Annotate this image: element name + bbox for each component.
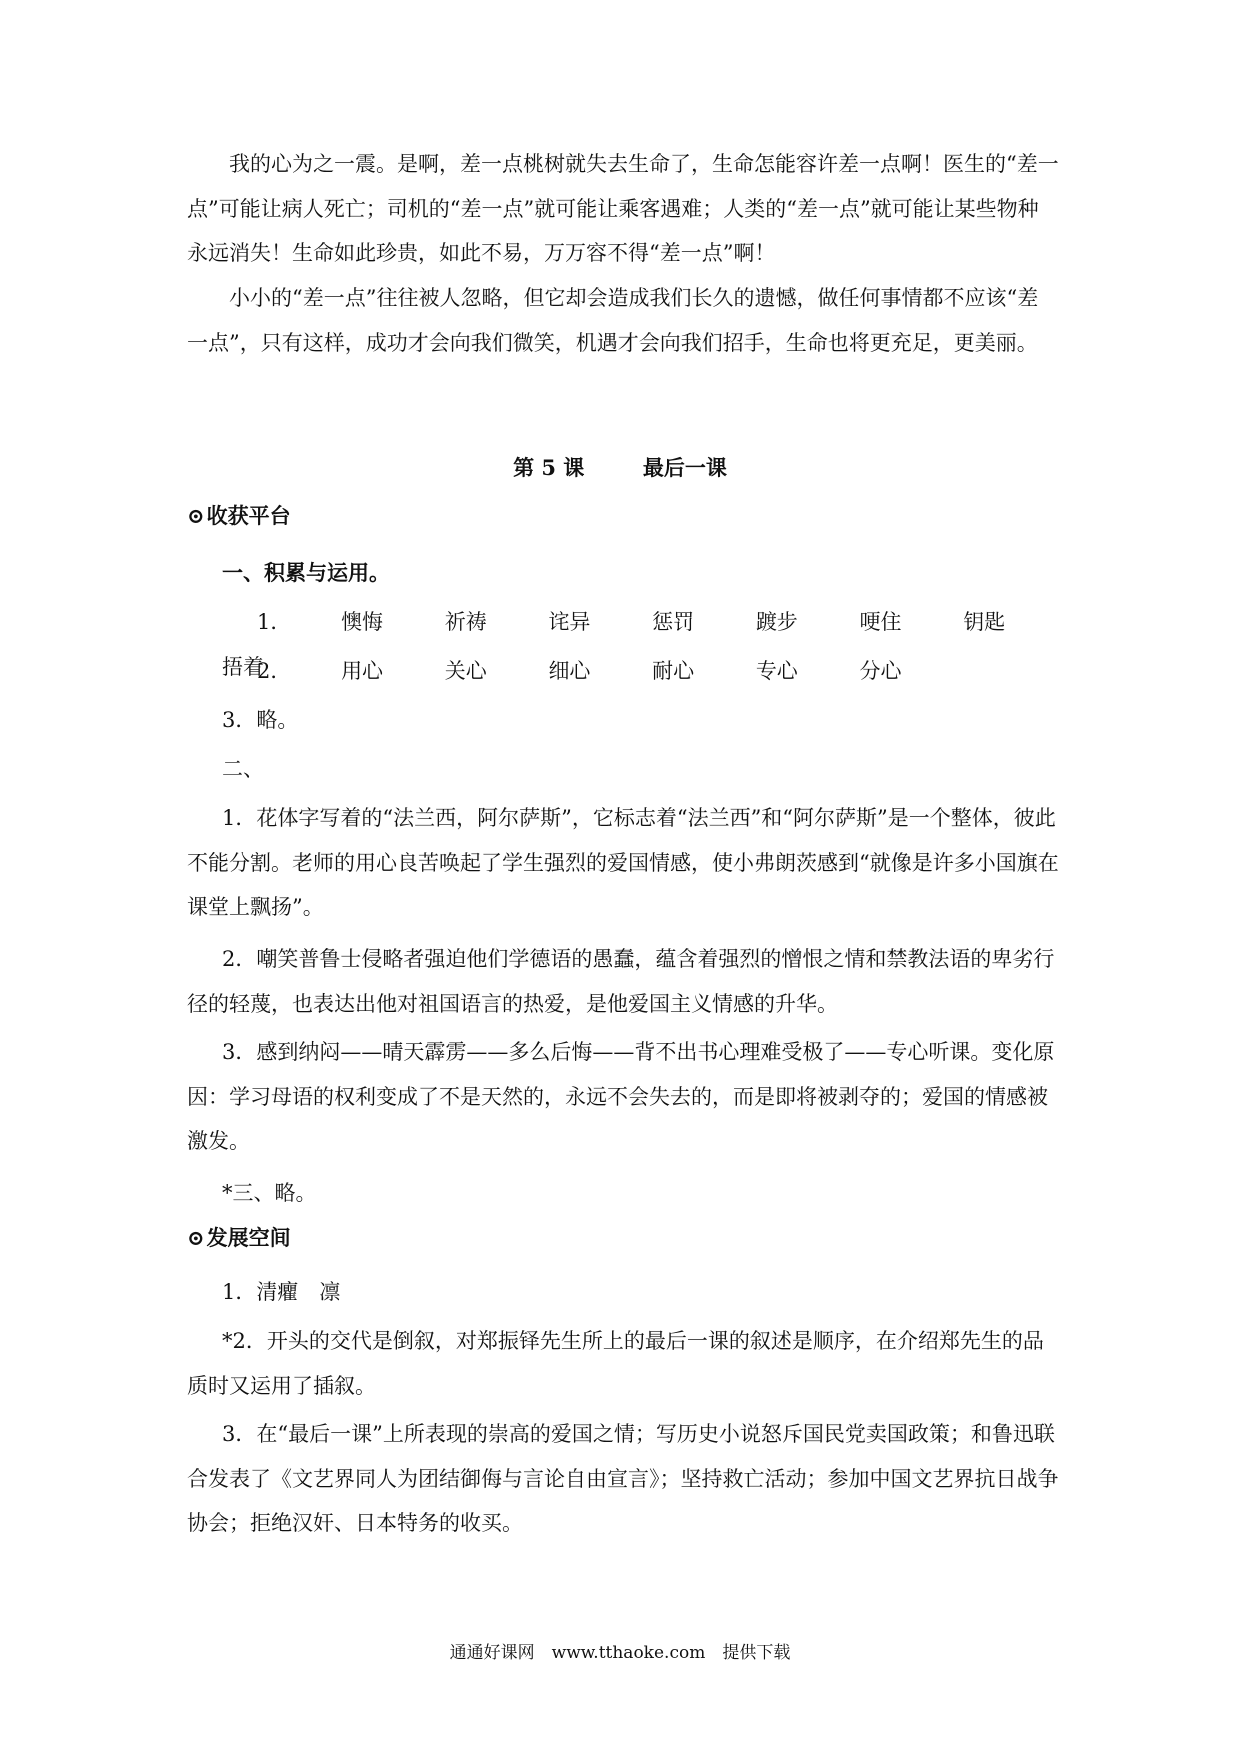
intro-paragraph-1: 我的心为之一震。是啊，差一点桃树就失去生命了，生命怎能容许差一点啊！医生的“差一点”可能让病人死亡；司机的“差一点”就可能让乘客遇难；人类的“差一点”就可能让某些物种永远消失！生命如此珍贵，如此不易，万万容不得“差一点”啊！ [187, 152, 1059, 265]
word: 踱步 [755, 610, 798, 634]
word: 用心 [341, 659, 384, 683]
word: 专心 [755, 659, 798, 683]
word: 懊悔 [341, 610, 384, 634]
lesson-title [0, 452, 1240, 482]
dev-item-1: 1．清癯 凛 [222, 1280, 341, 1304]
word: 钥匙 [963, 610, 1006, 634]
dev-item-3: 3．在“最后一课”上所表现的崇高的爱国之情；写历史小说怒斥国民党卖国政策；和鲁迅联合发表了《文艺界同人为团结御侮与言论自由宣言》；坚持救亡活动；参加中国文艺界抗日战争协会；拒绝汉奸、日本特务的收买。 [187, 1422, 1059, 1535]
part1-title: 一、积累与运用。 [222, 560, 390, 585]
answer-3: 3．感到纳闷——晴天霹雳——多么后悔——背不出书心理难受极了——专心听课。变化原因：学习母语的权利变成了不是天然的，永远不会失去的，而是即将被剥夺的；爱国的情感被激发。 [187, 1040, 1055, 1153]
word: 分心 [859, 659, 902, 683]
intro-paragraph-2: 小小的“差一点”往往被人忽略，但它却会造成我们长久的遗憾，做任何事情都不应该“差一点”，只有这样，成功才会向我们微笑，机遇才会向我们招手，生命也将更充足，更美丽。 [187, 286, 1039, 355]
section-title: 发展空间 [206, 1225, 291, 1250]
lesson-number: 第 5 课 [513, 455, 585, 480]
word: 祈祷 [444, 610, 487, 634]
lesson-name: 最后一课 [642, 455, 727, 480]
answer-1: 1．花体字写着的“法兰西，阿尔萨斯”，它标志着“法兰西”和“阿尔萨斯”是一个整体，彼此不能分割。老师的用心良苦唤起了学生强烈的爱国情感，使小弗朗茨感到“就像是许多小国旗在课堂上飘扬”。 [187, 806, 1059, 919]
circle-bullet-icon: ⊙ [187, 1225, 205, 1250]
dev-item-2: *2．开头的交代是倒叙，对郑振铎先生所上的最后一课的叙述是顺序，在介绍郑先生的品质时又运用了插叙。 [187, 1329, 1044, 1398]
item-prefix: 1． [257, 610, 292, 634]
item-prefix: 2． [257, 659, 292, 683]
section-title: 收获平台 [206, 503, 291, 528]
word: 关心 [444, 659, 487, 683]
part3: *三、略。 [222, 1181, 317, 1205]
circle-bullet-icon: ⊙ [187, 503, 205, 528]
word: 惩罚 [652, 610, 695, 634]
answer-2: 2．嘲笑普鲁士侵略者强迫他们学德语的愚蠢，蕴含着强烈的憎恨之情和禁教法语的卑劣行径的轻蔑，也表达出他对祖国语言的热爱，是他爱国主义情感的升华。 [187, 947, 1055, 1016]
part2-title: 二、 [222, 757, 264, 781]
footer-credit: 通通好课网 www.tthaoke.com 提供下载 [449, 1643, 791, 1663]
item3: 3．略。 [222, 708, 299, 732]
section-heading-development [187, 1222, 291, 1252]
word: 哽住 [859, 610, 902, 634]
word: 捂着 [222, 654, 264, 679]
section-heading-harvest [187, 500, 291, 530]
word: 耐心 [652, 659, 695, 683]
item2-words [187, 649, 1059, 694]
word: 诧异 [548, 610, 591, 634]
word: 细心 [548, 659, 591, 683]
